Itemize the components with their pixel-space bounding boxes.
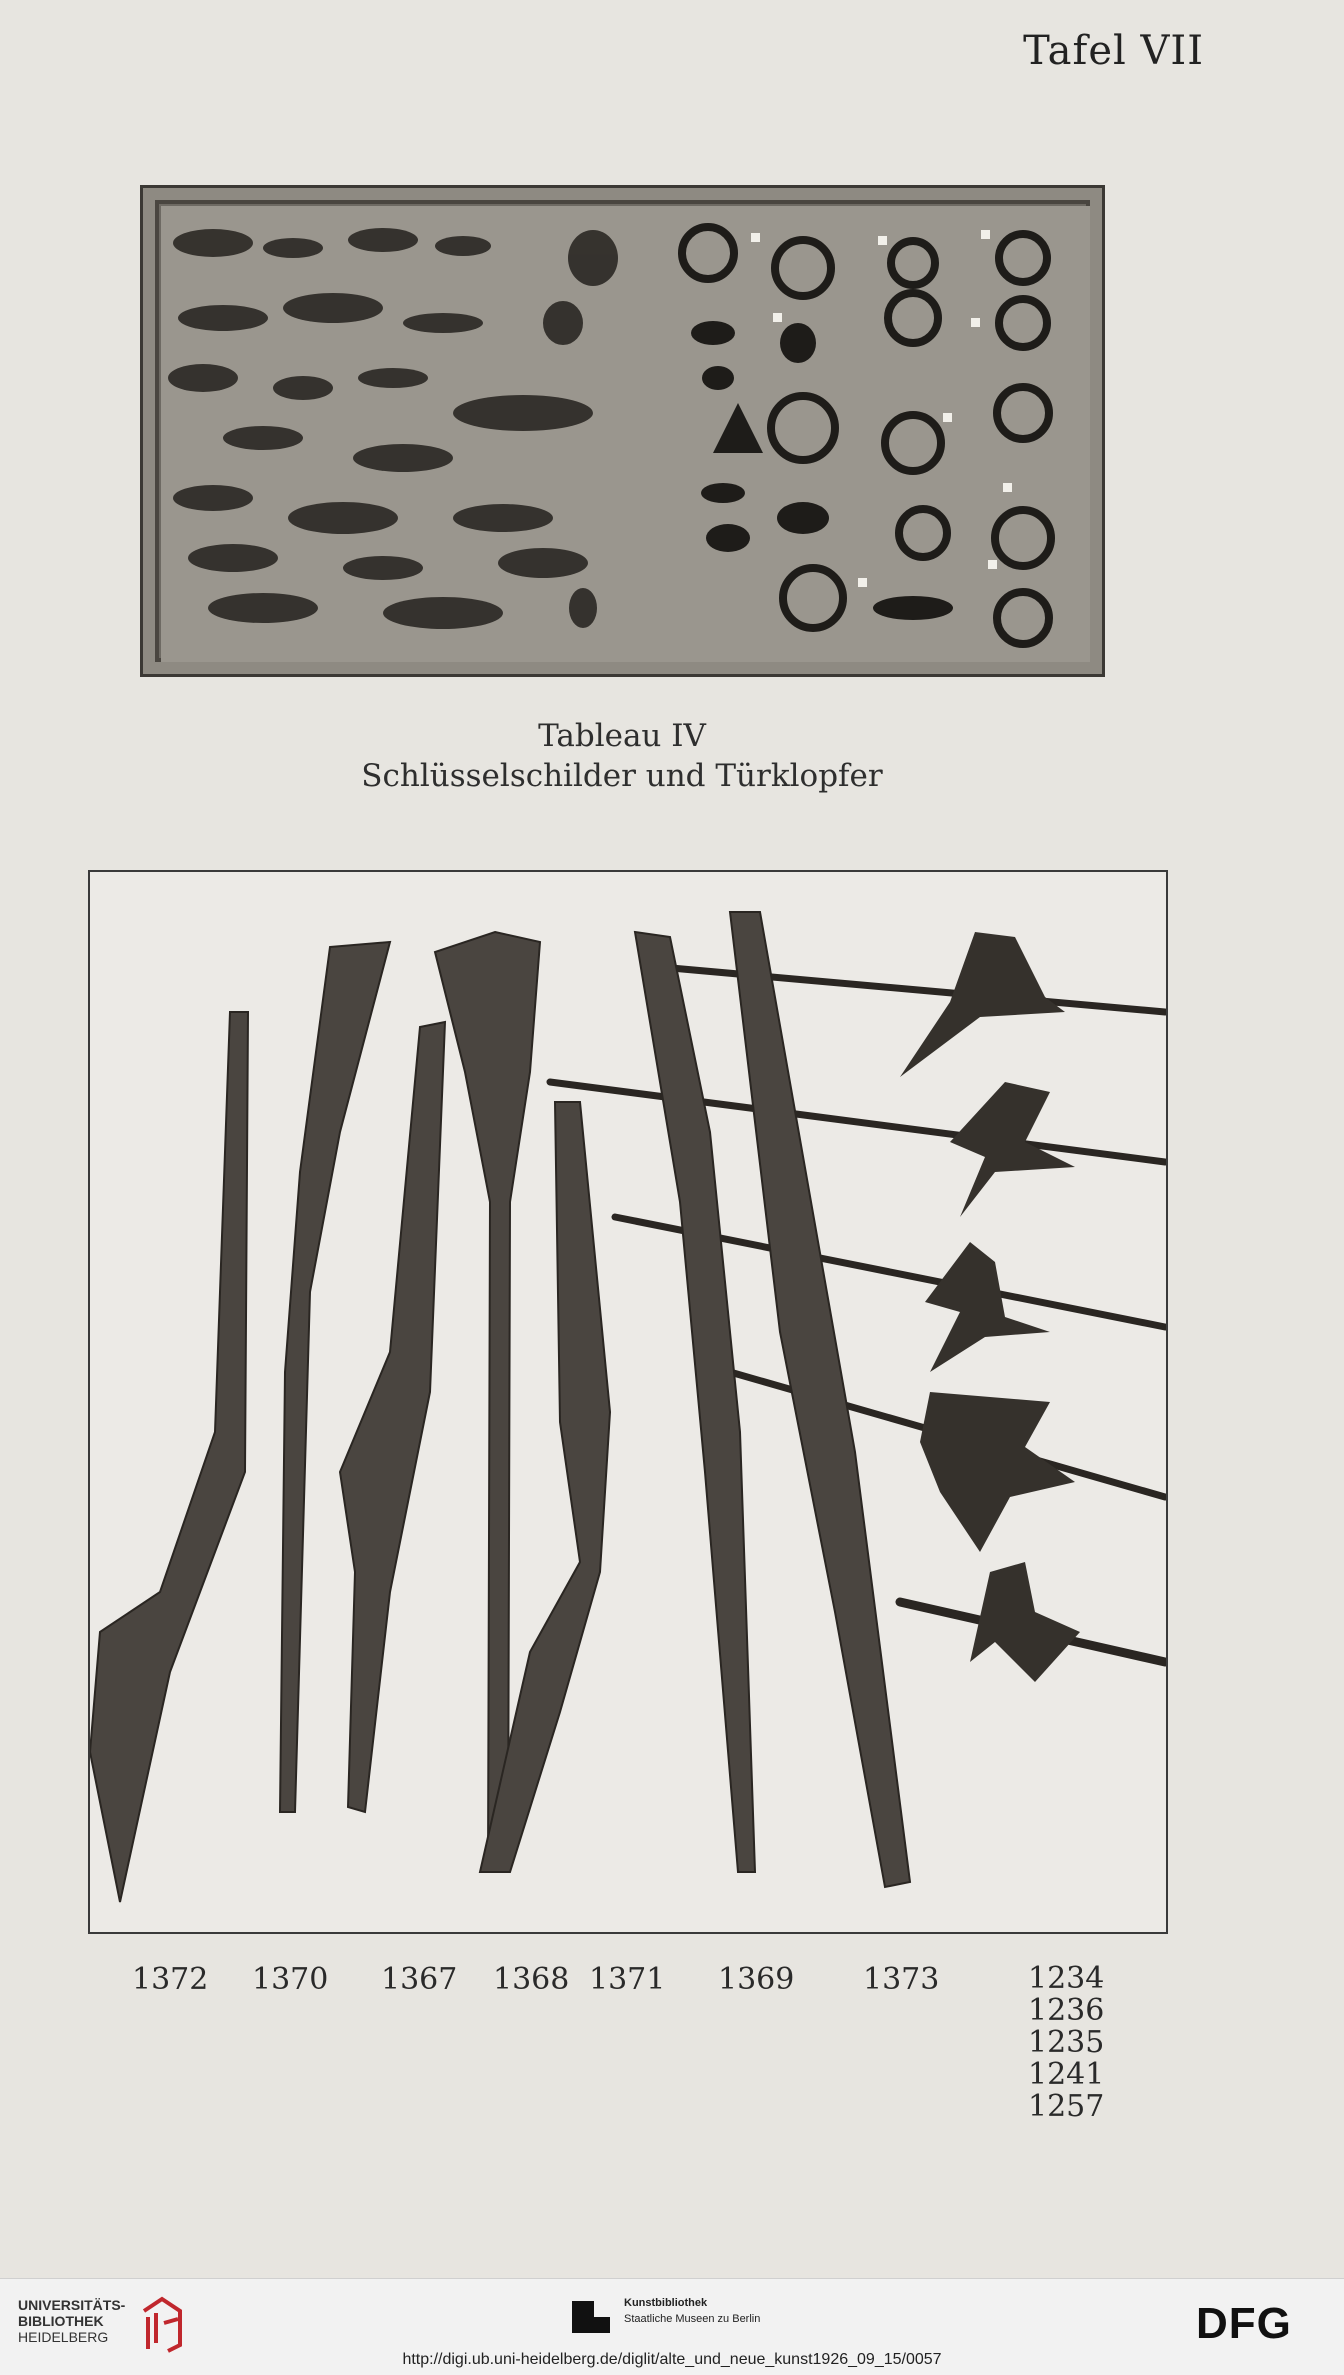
source-url[interactable]: http://digi.ub.uni-heidelberg.de/diglit/alte_und_neue_kunst1926_09_15/0057 bbox=[402, 2351, 942, 2368]
footer-bar bbox=[0, 2278, 1344, 2375]
ub-logo-line1: UNIVERSITÄTS- bbox=[18, 2297, 126, 2313]
weapon-number: 1373 bbox=[863, 1962, 940, 1997]
weapon-number: 1371 bbox=[589, 1962, 666, 1997]
ub-logo-line3: HEIDELBERG bbox=[18, 2329, 109, 2345]
halberd-number: 1257 bbox=[1028, 2089, 1105, 2124]
ub-logo-line2: BIBLIOTHEK bbox=[18, 2313, 104, 2329]
ub-heidelberg-logo[interactable] bbox=[18, 2297, 125, 2345]
kb-subtitle: Staatliche Museen zu Berlin bbox=[624, 2313, 761, 2325]
kunstbibliothek-logo[interactable] bbox=[572, 2297, 761, 2342]
ub-emblem-icon bbox=[138, 2293, 186, 2353]
halberd-number: 1236 bbox=[1028, 1993, 1105, 2028]
kb-title: Kunstbibliothek bbox=[624, 2297, 708, 2309]
weapon-number: 1367 bbox=[381, 1962, 458, 1997]
halberd-number: 1234 bbox=[1028, 1961, 1105, 1996]
weapon-number: 1370 bbox=[252, 1962, 329, 1997]
halberd-number: 1241 bbox=[1028, 2057, 1105, 2092]
halberd-number: 1235 bbox=[1028, 2025, 1105, 2060]
weapon-number: 1368 bbox=[493, 1962, 570, 1997]
kunstbibliothek-icon bbox=[572, 2297, 612, 2337]
weapons-drawing bbox=[90, 872, 1168, 1934]
tableau-drawing bbox=[143, 188, 1108, 680]
figure1-caption-title: Tableau IV bbox=[538, 718, 706, 754]
weapons-photo bbox=[88, 870, 1168, 1934]
plate-label: Tafel VII bbox=[1023, 28, 1204, 74]
weapon-number: 1369 bbox=[718, 1962, 795, 1997]
dfg-logo[interactable]: DFG bbox=[1196, 2299, 1292, 2348]
halberd-numbers bbox=[1028, 1963, 1104, 2123]
tableau-photo bbox=[140, 185, 1105, 677]
figure1-caption-subtitle: Schlüsselschilder und Türklopfer bbox=[361, 758, 883, 794]
weapon-number: 1372 bbox=[132, 1962, 209, 1997]
